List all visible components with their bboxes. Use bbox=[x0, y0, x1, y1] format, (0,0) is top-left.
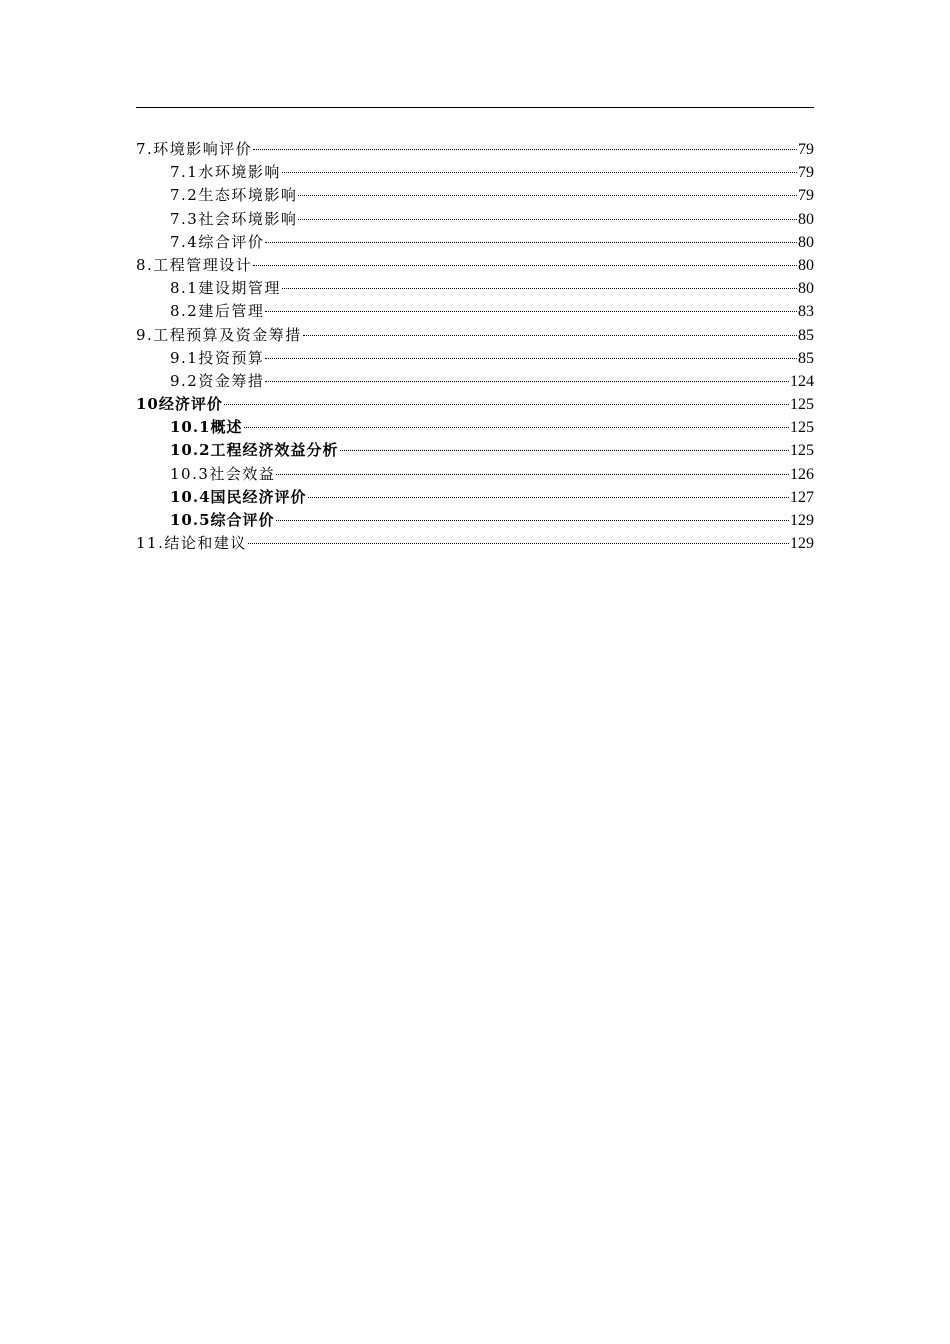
toc-entry-page-number: 129 bbox=[790, 512, 814, 529]
toc-entry-label: 11.结论和建议 bbox=[136, 534, 247, 553]
toc-entry-page-number: 79 bbox=[798, 164, 814, 182]
toc-dot-leader bbox=[265, 242, 797, 243]
toc-entry-18[interactable] bbox=[136, 532, 814, 555]
toc-entry-16[interactable] bbox=[136, 486, 814, 509]
toc-entry-label: 10.2工程经济效益分析 bbox=[170, 441, 339, 460]
toc-dot-leader bbox=[253, 265, 797, 266]
toc-entry-label: 8.2建后管理 bbox=[170, 302, 265, 321]
toc-entry-page-number: 79 bbox=[798, 187, 814, 205]
toc-entry-page-number: 127 bbox=[790, 488, 814, 506]
toc-entry-label: 7.2生态环境影响 bbox=[170, 186, 298, 205]
toc-entry-page-number: 80 bbox=[798, 233, 814, 251]
toc-entry-10[interactable] bbox=[136, 347, 814, 370]
toc-entry-page-number: 79 bbox=[798, 141, 814, 158]
table-of-contents bbox=[136, 138, 814, 555]
toc-dot-leader bbox=[298, 195, 797, 196]
toc-entry-page-number: 125 bbox=[790, 396, 814, 414]
toc-entry-label: 7.4综合评价 bbox=[170, 232, 265, 251]
toc-entry-1[interactable] bbox=[136, 138, 814, 161]
toc-entry-5[interactable] bbox=[136, 231, 814, 254]
toc-entry-label: 7.环境影响评价 bbox=[136, 140, 253, 158]
toc-entry-page-number: 124 bbox=[790, 372, 814, 390]
toc-entry-label: 9.工程预算及资金筹措 bbox=[136, 325, 302, 344]
toc-dot-leader bbox=[224, 404, 789, 405]
toc-entry-label: 7.1水环境影响 bbox=[170, 163, 281, 182]
toc-entry-label: 9.2资金筹措 bbox=[170, 371, 265, 390]
toc-entry-label: 8.1建设期管理 bbox=[170, 279, 281, 298]
toc-entry-11[interactable] bbox=[136, 370, 814, 393]
toc-dot-leader bbox=[248, 543, 789, 544]
toc-dot-leader bbox=[276, 474, 789, 475]
toc-dot-leader bbox=[265, 358, 797, 359]
toc-dot-leader bbox=[244, 427, 789, 428]
toc-dot-leader bbox=[253, 149, 797, 150]
toc-entry-8[interactable] bbox=[136, 300, 814, 323]
toc-entry-page-number: 80 bbox=[798, 280, 814, 298]
toc-entry-9[interactable] bbox=[136, 324, 814, 347]
toc-entry-15[interactable] bbox=[136, 463, 814, 486]
toc-entry-label: 10.5综合评价 bbox=[170, 511, 275, 529]
toc-dot-leader bbox=[282, 172, 797, 173]
toc-entry-label: 9.1投资预算 bbox=[170, 348, 265, 367]
toc-entry-page-number: 83 bbox=[798, 303, 814, 321]
toc-entry-page-number: 129 bbox=[790, 535, 814, 553]
toc-entry-3[interactable] bbox=[136, 184, 814, 207]
toc-entry-page-number: 85 bbox=[798, 326, 814, 344]
toc-entry-label: 10.3社会效益 bbox=[170, 464, 276, 483]
toc-dot-leader bbox=[265, 311, 797, 312]
toc-entry-12[interactable] bbox=[136, 393, 814, 416]
toc-entry-page-number: 85 bbox=[798, 349, 814, 367]
toc-entry-page-number: 80 bbox=[798, 256, 814, 274]
toc-entry-6[interactable] bbox=[136, 254, 814, 277]
toc-entry-label: 10经济评价 bbox=[136, 395, 223, 414]
toc-dot-leader bbox=[298, 219, 797, 220]
toc-entry-2[interactable] bbox=[136, 161, 814, 184]
toc-entry-13[interactable] bbox=[136, 416, 814, 439]
toc-dot-leader bbox=[265, 381, 789, 382]
toc-dot-leader bbox=[276, 520, 789, 521]
toc-entry-4[interactable] bbox=[136, 208, 814, 231]
toc-entry-page-number: 125 bbox=[790, 419, 814, 437]
toc-entry-page-number: 126 bbox=[790, 465, 814, 483]
toc-entry-page-number: 125 bbox=[790, 442, 814, 460]
toc-entry-label: 7.3社会环境影响 bbox=[170, 209, 298, 228]
toc-entry-label: 10.1概述 bbox=[170, 418, 243, 437]
toc-entry-page-number: 80 bbox=[798, 210, 814, 228]
toc-entry-7[interactable] bbox=[136, 277, 814, 300]
toc-entry-label: 8.工程管理设计 bbox=[136, 255, 253, 274]
toc-entry-label: 10.4国民经济评价 bbox=[170, 487, 307, 506]
header-rule bbox=[136, 107, 814, 108]
toc-dot-leader bbox=[282, 288, 797, 289]
toc-dot-leader bbox=[308, 497, 789, 498]
toc-dot-leader bbox=[303, 335, 797, 336]
toc-entry-14[interactable] bbox=[136, 439, 814, 462]
toc-entry-17[interactable] bbox=[136, 509, 814, 532]
toc-dot-leader bbox=[340, 450, 789, 451]
